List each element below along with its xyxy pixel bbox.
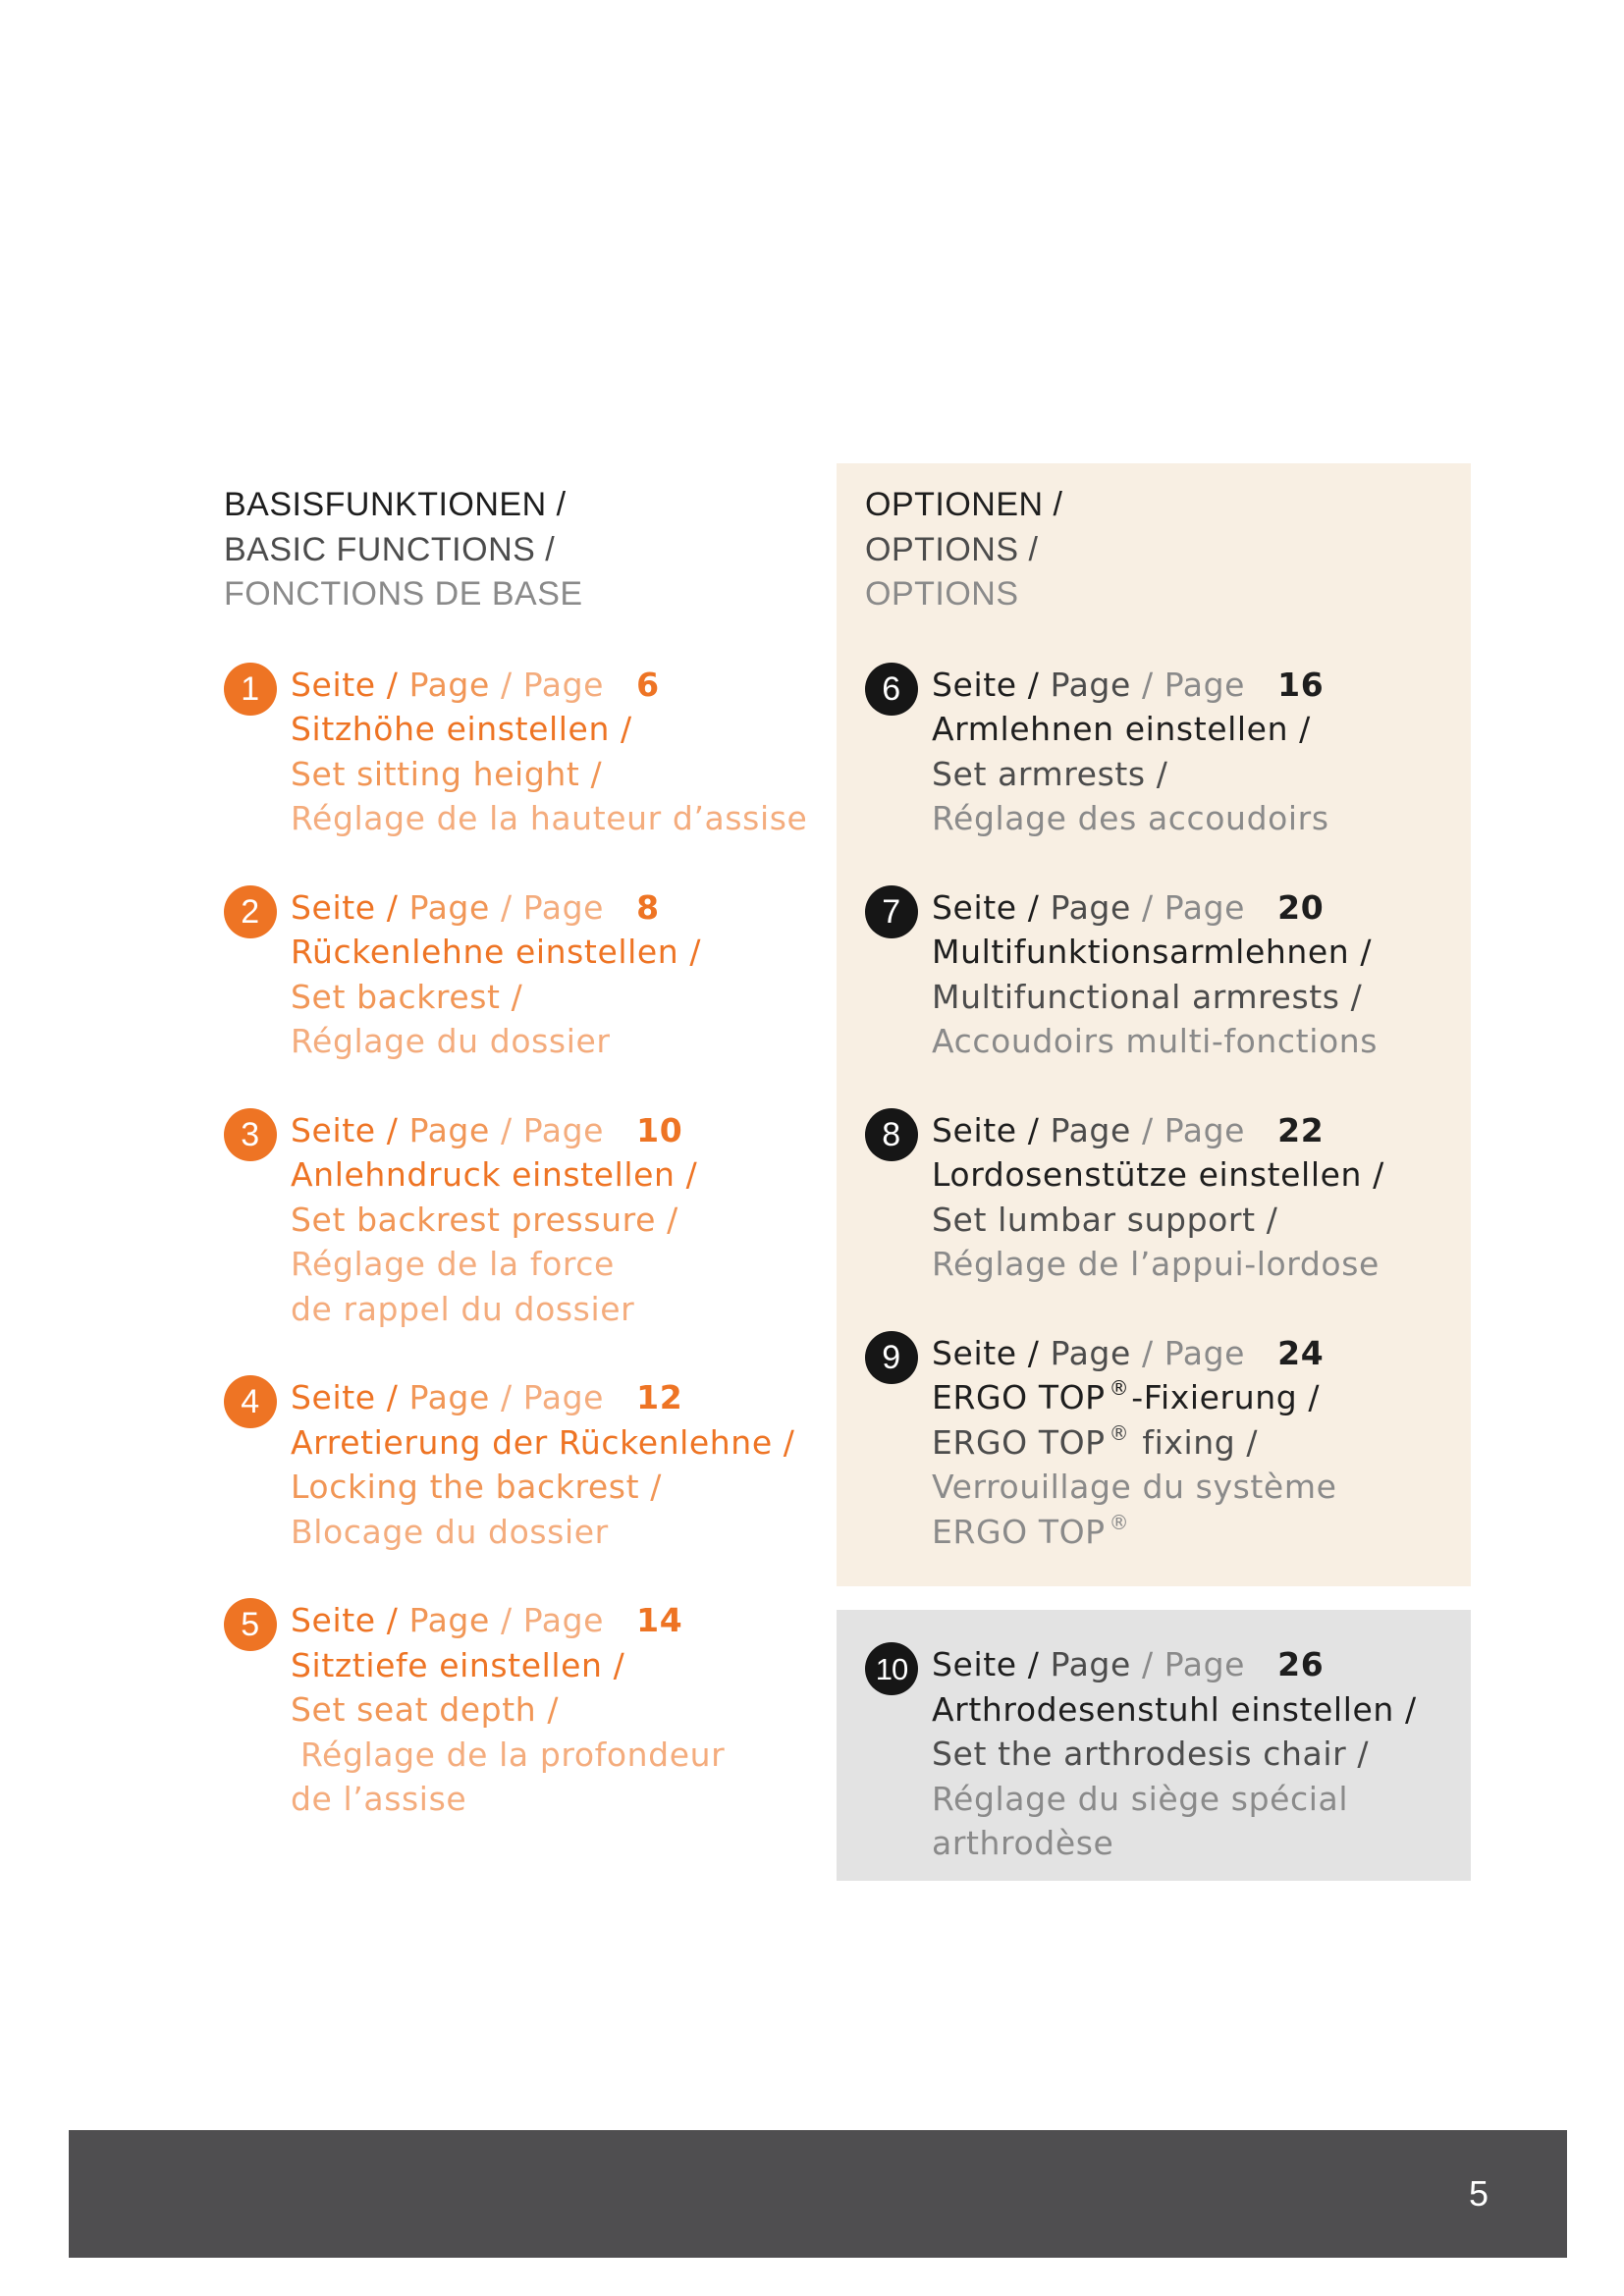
title-de: Anlehndruck einstellen / (291, 1155, 698, 1194)
page-number: 12 (636, 1378, 683, 1416)
title-fr: Réglage des accoudoirs (932, 799, 1329, 837)
number-badge: 1 (224, 663, 277, 716)
title-fr-continued: ERGO TOP ® (932, 1510, 1130, 1551)
title-fr: Réglage de la profondeur (300, 1735, 726, 1774)
seite-label: Seite (291, 887, 376, 927)
title-fr-continued: arthrodèse (932, 1824, 1114, 1862)
page-label-en: Page (1050, 1110, 1131, 1149)
title-de: Armlehnen einstellen / (932, 710, 1311, 748)
number-badge: 8 (865, 1108, 918, 1161)
title-fr: Accoudoirs multi-fonctions (932, 1022, 1379, 1060)
title-de: Arretierung der Rückenlehne / (291, 1422, 795, 1462)
title-de: Arthrodesenstuhl einstellen / (932, 1689, 1417, 1729)
title-fr-continued: de rappel du dossier (291, 1289, 635, 1328)
page-number: 6 (636, 665, 660, 704)
page-label-en: Page (408, 665, 490, 704)
page-number: 22 (1277, 1110, 1325, 1149)
title-en: Set the arthrodesis chair / (932, 1735, 1370, 1773)
title-fr: Réglage de la force (291, 1245, 615, 1283)
heading-de: BASISFUNKTIONEN / (224, 486, 567, 523)
title-en: Set sitting height / (291, 754, 603, 793)
toc-entry-locking-backrest[interactable]: 4 Seite / Page / Page 12 Arretierung der Rückenlehne / Locking the backrest / Blocage du dossier (224, 1375, 813, 1554)
page-label-fr: Page (1164, 1110, 1246, 1149)
options-column (865, 483, 1454, 1554)
seite-label: Seite (932, 887, 1017, 927)
special-column (865, 1642, 1454, 1866)
title-fr: Réglage du dossier (291, 1022, 611, 1060)
page-label-fr: Page (1164, 887, 1246, 927)
title-de: Multifunktionsarmlehnen / (932, 933, 1373, 971)
title-de: Rückenlehne einstellen / (291, 933, 702, 971)
number-badge: 4 (224, 1375, 277, 1428)
title-fr: Réglage de la hauteur d’assise (291, 799, 808, 837)
page-label-en: Page (1050, 665, 1131, 704)
page-number: 20 (1277, 887, 1325, 927)
page-label-en: Page (1050, 887, 1131, 927)
options-heading (865, 483, 1454, 617)
seite-label: Seite (291, 1110, 376, 1149)
page-number-footer: 5 (1468, 2173, 1489, 2214)
page-number: 10 (636, 1110, 683, 1149)
title-de: ERGO TOP ®-Fixierung / (932, 1376, 1321, 1416)
page-number: 16 (1277, 665, 1325, 704)
page-label-fr: Page (522, 1378, 605, 1416)
toc-entry-sitting-height[interactable]: 1 Seite / Page / Page 6 Sitzhöhe einstellen / Set sitting height / Réglage de la hauteur d’assise (224, 663, 813, 841)
number-badge: 7 (865, 885, 918, 938)
registered-mark: ® (1109, 1510, 1130, 1534)
basic-functions-heading (224, 483, 813, 617)
toc-entry-backrest[interactable]: 2 Seite / Page / Page 8 Rückenlehne einstellen / Set backrest / Réglage du dossier (224, 885, 813, 1064)
heading-fr: FONCTIONS DE BASE (224, 575, 583, 613)
page-label-fr: Page (1164, 1333, 1246, 1372)
page-label-en: Page (1050, 1645, 1131, 1683)
heading-en: BASIC FUNCTIONS / (224, 530, 556, 568)
heading-en: OPTIONS / (865, 530, 1039, 568)
heading-fr: OPTIONS (865, 575, 1019, 613)
toc-entry-arthrodesis-chair[interactable]: 10 Seite / Page / Page 26 Arthrodesenstuhl einstellen / Set the arthrodesis chair / Réglage du siège spécial arthrodèse (865, 1642, 1454, 1866)
title-en: Set armrests / (932, 754, 1168, 793)
page-label-en: Page (408, 1601, 490, 1639)
number-badge: 3 (224, 1108, 277, 1161)
title-en: Set backrest pressure / (291, 1200, 678, 1239)
seite-label: Seite (932, 1333, 1017, 1372)
title-fr-continued: de l’assise (291, 1780, 467, 1818)
number-badge: 6 (865, 663, 918, 716)
page-label-fr: Page (522, 665, 605, 704)
footer-bar (69, 2130, 1567, 2258)
page-label-fr: Page (1164, 1645, 1246, 1683)
page-number: 8 (636, 887, 660, 927)
title-en: Set backrest / (291, 977, 523, 1016)
registered-mark: ® (1109, 1420, 1130, 1445)
number-badge: 9 (865, 1331, 918, 1384)
page-label-fr: Page (522, 887, 605, 927)
page-number: 26 (1277, 1645, 1325, 1683)
page-label-en: Page (408, 1110, 490, 1149)
page-label-fr: Page (522, 1110, 605, 1149)
seite-label: Seite (932, 1645, 1017, 1683)
title-en: Locking the backrest / (291, 1468, 662, 1506)
number-badge: 5 (224, 1598, 277, 1651)
page-label-en: Page (408, 887, 490, 927)
seite-label: Seite (932, 665, 1017, 704)
heading-de: OPTIONEN / (865, 486, 1063, 523)
seite-label: Seite (291, 665, 376, 704)
toc-entry-ergo-top-fixing[interactable]: 9 Seite / Page / Page 24 ERGO TOP ®-Fixierung / ERGO TOP ® fixing / Verrouillage du système ERGO TOP ® (865, 1331, 1454, 1555)
toc-entry-armrests[interactable]: 6 Seite / Page / Page 16 Armlehnen einstellen / Set armrests / Réglage des accoudoirs (865, 663, 1454, 841)
number-badge: 2 (224, 885, 277, 938)
basic-functions-column (224, 483, 813, 1822)
seite-label: Seite (932, 1110, 1017, 1149)
title-fr: Verrouillage du système (932, 1468, 1337, 1506)
toc-entry-lumbar-support[interactable]: 8 Seite / Page / Page 22 Lordosenstütze einstellen / Set lumbar support / Réglage de l’appui-lordose (865, 1108, 1454, 1287)
title-en: Multifunctional armrests / (932, 977, 1363, 1016)
title-de: Sitztiefe einstellen / (291, 1645, 625, 1684)
title-de: Sitzhöhe einstellen / (291, 710, 632, 748)
page-label-fr: Page (1164, 665, 1246, 704)
title-en: Set lumbar support / (932, 1200, 1278, 1239)
page-label-fr: Page (522, 1601, 605, 1639)
toc-entry-backrest-pressure[interactable]: 3 Seite / Page / Page 10 Anlehndruck einstellen / Set backrest pressure / Réglage de la force de rappel du dossier (224, 1108, 813, 1332)
toc-entry-seat-depth[interactable]: 5 Seite / Page / Page 14 Sitztiefe einstellen / Set seat depth / Réglage de la profondeur de l’assise (224, 1598, 813, 1822)
title-en: Set seat depth / (291, 1690, 560, 1729)
page-label-en: Page (1050, 1333, 1131, 1372)
title-en: ERGO TOP ® fixing / (932, 1420, 1259, 1462)
seite-label: Seite (291, 1378, 376, 1416)
title-de: Lordosenstütze einstellen / (932, 1155, 1384, 1194)
seite-label: Seite (291, 1601, 376, 1639)
title-fr: Réglage du siège spécial (932, 1779, 1349, 1818)
registered-mark: ® (1109, 1376, 1130, 1400)
page-label-en: Page (408, 1378, 490, 1416)
title-fr: Blocage du dossier (291, 1512, 609, 1551)
number-badge: 10 (865, 1642, 918, 1695)
page-number: 14 (636, 1601, 683, 1639)
page-number: 24 (1277, 1333, 1325, 1372)
title-fr: Réglage de l’appui-lordose (932, 1245, 1380, 1283)
toc-entry-multifunctional-armrests[interactable]: 7 Seite / Page / Page 20 Multifunktionsarmlehnen / Multifunctional armrests / Accoudoirs multi-fonctions (865, 885, 1454, 1064)
